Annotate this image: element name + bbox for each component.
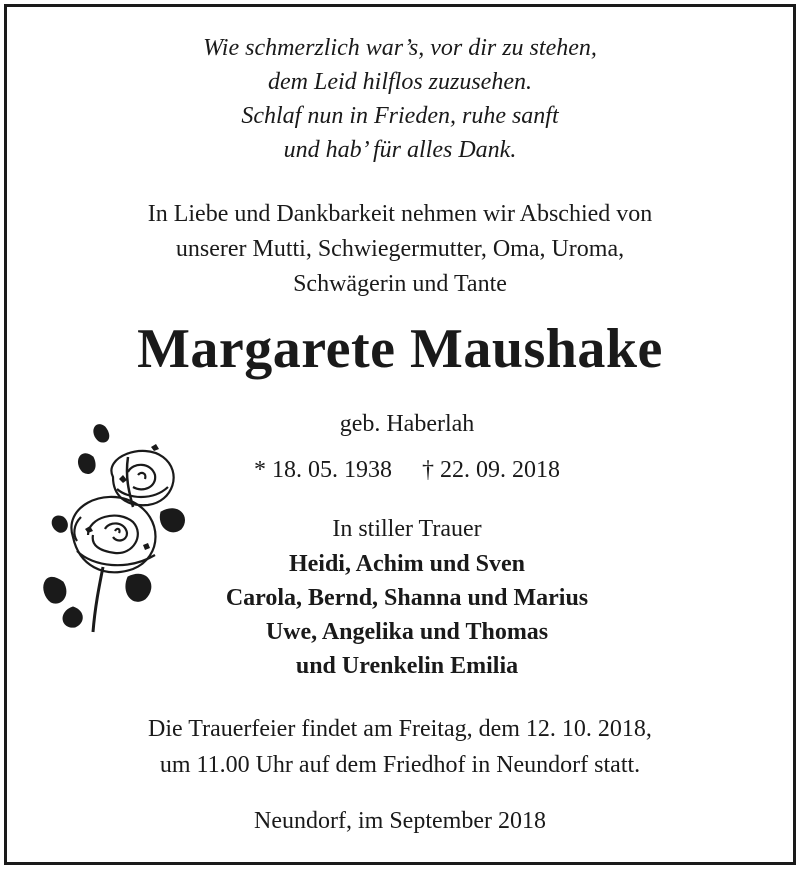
poem-line: Wie schmerzlich war’s, vor dir zu stehen, bbox=[203, 35, 597, 61]
intro-line: unserer Mutti, Schwiegermutter, Oma, Uroma, bbox=[175, 236, 625, 262]
death-date: † 22. 09. 2018 bbox=[422, 457, 560, 483]
intro-line: Schwägerin und Tante bbox=[293, 271, 507, 297]
poem-line: Schlaf nun in Frieden, ruhe sanft bbox=[241, 103, 559, 129]
service-line: Die Trauerfeier findet am Freitag, dem 12. 10. 2018, bbox=[148, 716, 652, 742]
mourner-line: und Urenkelin Emilia bbox=[295, 653, 519, 679]
poem-line: dem Leid hilflos zuzusehen. bbox=[268, 69, 532, 95]
poem-line: und hab’ für alles Dank. bbox=[283, 137, 517, 163]
birth-date: * 18. 05. 1938 bbox=[254, 457, 392, 483]
mourning-label: In stiller Trauer bbox=[332, 516, 482, 542]
mourner-line: Carola, Bernd, Shanna und Marius bbox=[225, 585, 589, 611]
place-and-date: Neundorf, im September 2018 bbox=[254, 808, 546, 834]
farewell-intro bbox=[7, 197, 793, 302]
service-line: um 11.00 Uhr auf dem Friedhof in Neundorf statt. bbox=[159, 752, 641, 778]
mourners-list bbox=[147, 547, 667, 683]
maiden-name: geb. Haberlah bbox=[339, 411, 475, 437]
funeral-service-info bbox=[7, 711, 793, 783]
intro-line: In Liebe und Dankbarkeit nehmen wir Abschied von bbox=[147, 201, 653, 227]
mourner-line: Heidi, Achim und Sven bbox=[288, 551, 526, 577]
obituary-notice bbox=[4, 4, 796, 865]
deceased-name: Margarete Maushake bbox=[137, 318, 663, 380]
life-dates bbox=[197, 455, 617, 485]
mourner-line: Uwe, Angelika und Thomas bbox=[265, 619, 549, 645]
memorial-poem bbox=[7, 31, 793, 167]
